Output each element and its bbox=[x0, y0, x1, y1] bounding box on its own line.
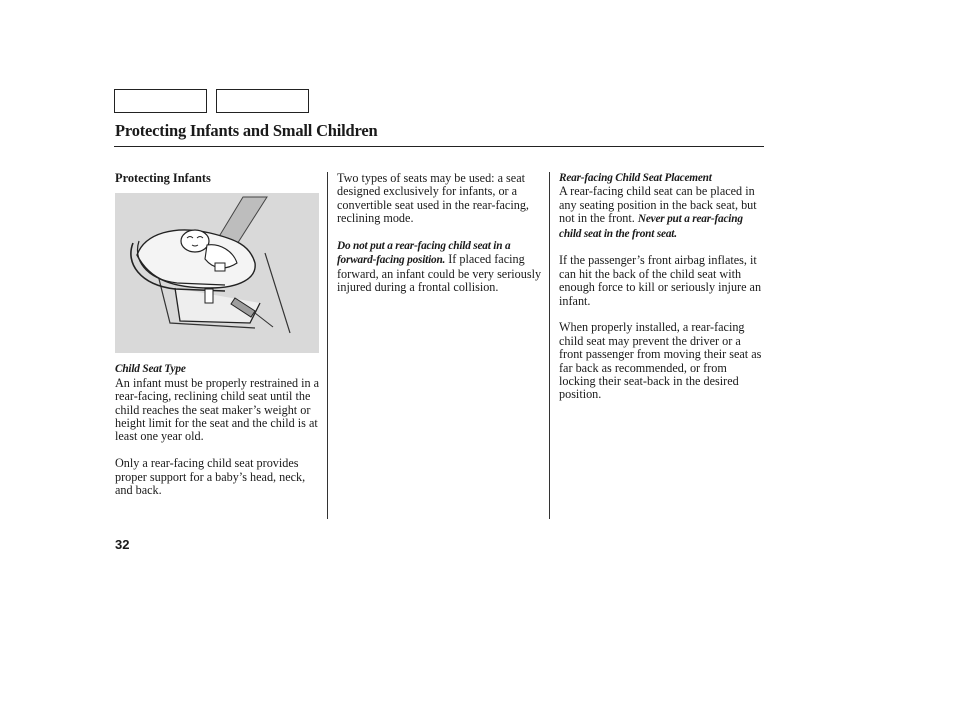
seat-types-paragraph: Two types of seats may be used: a seat designed exclusively for infants, or a convertible seat used in the rear-facing, reclining mode. bbox=[337, 171, 529, 226]
placement-warning-bold: Never put a rear-facing child seat in the front seat. bbox=[559, 213, 743, 240]
column-2 bbox=[337, 172, 545, 295]
nav-tab-box-1[interactable] bbox=[114, 89, 207, 113]
child-seat-type-heading: Child Seat Type bbox=[115, 363, 186, 376]
title-divider bbox=[114, 146, 764, 147]
forward-facing-warning-text: If placed facing forward, an infant could be very seriously injured during a frontal collision. bbox=[337, 252, 542, 295]
page-title: Protecting Infants and Small Children bbox=[115, 121, 378, 140]
rear-facing-infant-seat-illustration bbox=[115, 193, 319, 353]
forward-facing-warning-bold: Do not put a rear-facing child seat in a forward-facing position. bbox=[337, 240, 511, 267]
column-divider-1 bbox=[327, 172, 328, 519]
child-seat-type-paragraph-1: An infant must be properly restrained in a rear-facing, reclining child seat until the child reaches the seat maker’s weight or height limit for the seat and the child is at least one year old. bbox=[115, 375, 320, 444]
placement-paragraph-1 bbox=[559, 185, 765, 241]
nav-tab-box-2[interactable] bbox=[216, 89, 309, 113]
column-3 bbox=[559, 172, 765, 402]
placement-text: A rear-facing child seat can be placed in any seating position in the back seat, but not in the front. bbox=[559, 184, 757, 226]
installation-paragraph: When properly installed, a rear-facing child seat may prevent the driver or a front passenger from moving their seat as far back as recommended, or from locking their seat-back in the desired position. bbox=[559, 320, 762, 402]
placement-heading: Rear-facing Child Seat Placement bbox=[559, 172, 712, 184]
child-seat-type-paragraph-2: Only a rear-facing child seat provides proper support for a baby’s head, neck, and back. bbox=[115, 456, 306, 498]
section-heading: Protecting Infants bbox=[115, 171, 211, 185]
column-divider-2 bbox=[549, 172, 550, 519]
airbag-paragraph: If the passenger’s front airbag inflates, it can hit the back of the child seat with enough force to kill or seriously injure an infant. bbox=[559, 253, 762, 308]
forward-facing-warning-paragraph bbox=[337, 239, 545, 295]
infant-seat-icon bbox=[115, 193, 319, 353]
page-number: 32 bbox=[115, 537, 130, 552]
column-1 bbox=[115, 172, 325, 497]
